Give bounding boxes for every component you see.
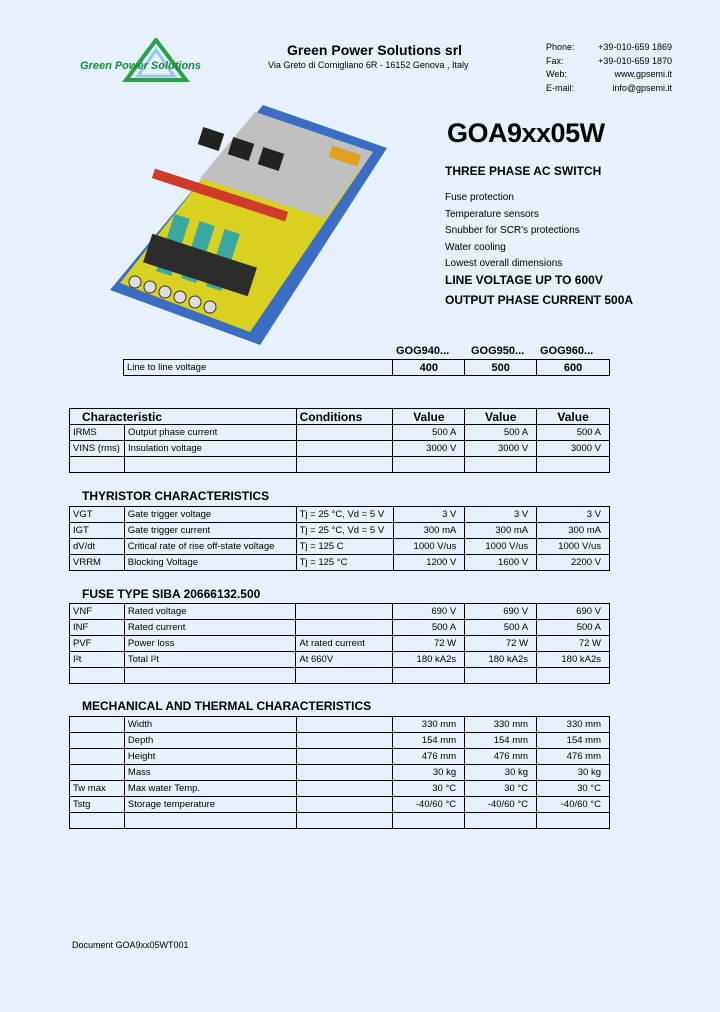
symbol-cell: IGT <box>70 523 125 539</box>
description-cell <box>124 668 296 684</box>
value-cell: 500 A <box>393 425 465 441</box>
value-cell: 3000 V <box>537 441 610 457</box>
value-cell: 500 A <box>393 620 465 636</box>
table-header-row <box>70 409 610 425</box>
condition-cell <box>296 604 393 620</box>
product-title: GOA9xx05W <box>447 118 605 148</box>
value-cell: 3000 V <box>393 441 465 457</box>
contact-phone: Phone: +39-010-659 1869 <box>546 42 672 52</box>
value-cell: 3 V <box>393 507 465 523</box>
description-cell: Output phase current <box>124 425 296 441</box>
value-cell: 690 V <box>465 604 537 620</box>
line-voltage-value: 400 <box>393 360 465 376</box>
value-cell: 476 mm <box>465 749 537 765</box>
mechanical-body <box>70 717 610 829</box>
value-cell: 500 A <box>537 620 610 636</box>
condition-cell <box>296 717 393 733</box>
value-cell: 180 kA2s <box>465 652 537 668</box>
feature-list <box>445 190 580 273</box>
table-row <box>70 604 610 620</box>
description-cell: Insulation voltage <box>124 441 296 457</box>
value-cell: 180 kA2s <box>393 652 465 668</box>
condition-cell <box>296 733 393 749</box>
value-cell: 690 V <box>537 604 610 620</box>
condition-cell: Tj = 125 C <box>296 539 393 555</box>
description-cell: Storage temperature <box>124 797 296 813</box>
description-cell: Total I²t <box>124 652 296 668</box>
thyristor-body <box>70 507 610 571</box>
value-cell: 30 °C <box>393 781 465 797</box>
condition-cell <box>296 781 393 797</box>
symbol-cell <box>70 765 125 781</box>
condition-cell: Tj = 125 °C <box>296 555 393 571</box>
description-cell: Rated voltage <box>124 604 296 620</box>
column-header: Characteristic <box>70 409 297 425</box>
value-cell: -40/60 °C <box>537 797 610 813</box>
thyristor-table <box>69 506 610 571</box>
value-cell: 500 A <box>537 425 610 441</box>
condition-cell <box>296 797 393 813</box>
table-row <box>70 523 610 539</box>
fuse-body <box>70 604 610 684</box>
description-cell: Blocking Voltage <box>124 555 296 571</box>
condition-cell <box>296 765 393 781</box>
value-cell: 1000 V/us <box>393 539 465 555</box>
description-cell <box>124 457 296 473</box>
description-cell: Width <box>124 717 296 733</box>
column-header: Value <box>465 409 537 425</box>
value-cell: 72 W <box>393 636 465 652</box>
description-cell <box>124 813 296 829</box>
table-row <box>70 539 610 555</box>
symbol-cell <box>70 457 125 473</box>
contact-web: Web: www.gpsemi.it <box>546 69 672 79</box>
symbol-cell: VNF <box>70 604 125 620</box>
mechanical-table <box>69 716 610 829</box>
value-cell: 72 W <box>537 636 610 652</box>
value-cell: 3000 V <box>465 441 537 457</box>
table-row <box>70 555 610 571</box>
model-header: GOG950... <box>471 345 525 357</box>
model-header: GOG960... <box>540 345 594 357</box>
value-cell <box>465 668 537 684</box>
value-cell: 300 mA <box>537 523 610 539</box>
value-cell: 30 kg <box>393 765 465 781</box>
value-cell: 1200 V <box>393 555 465 571</box>
column-header: Conditions <box>296 409 393 425</box>
value-cell: 3 V <box>465 507 537 523</box>
value-cell <box>537 668 610 684</box>
value-cell: 154 mm <box>465 733 537 749</box>
line-voltage-value: 500 <box>465 360 537 376</box>
condition-cell <box>296 620 393 636</box>
spec-line-voltage: LINE VOLTAGE UP TO 600V <box>445 273 603 287</box>
value-cell: 300 mA <box>465 523 537 539</box>
description-cell: Rated current <box>124 620 296 636</box>
symbol-cell: IRMS <box>70 425 125 441</box>
symbol-cell <box>70 668 125 684</box>
model-header: GOG940... <box>396 345 450 357</box>
symbol-cell: I²t <box>70 652 125 668</box>
table-row <box>70 797 610 813</box>
table-row <box>70 457 610 473</box>
description-cell: Power loss <box>124 636 296 652</box>
table-row <box>70 441 610 457</box>
description-cell: Gate trigger current <box>124 523 296 539</box>
table-row <box>70 425 610 441</box>
value-cell: 2200 V <box>537 555 610 571</box>
feature-item: Water cooling <box>445 241 506 253</box>
value-cell: 30 kg <box>465 765 537 781</box>
value-cell <box>393 668 465 684</box>
logo-text: Green Power Solutions <box>80 60 202 72</box>
value-cell: 500 A <box>465 425 537 441</box>
characteristics-body <box>70 425 610 473</box>
description-cell: Height <box>124 749 296 765</box>
condition-cell <box>296 813 393 829</box>
description-cell: Critical rate of rise off-state voltage <box>124 539 296 555</box>
table-row <box>70 765 610 781</box>
value-cell <box>465 457 537 473</box>
value-cell <box>537 813 610 829</box>
condition-cell: Tj = 25 °C, Vd = 5 V <box>296 507 393 523</box>
value-cell: 154 mm <box>393 733 465 749</box>
value-cell: 330 mm <box>465 717 537 733</box>
fuse-section-title: FUSE TYPE SIBA 20666132.500 <box>82 587 261 601</box>
description-cell: Depth <box>124 733 296 749</box>
value-cell <box>537 457 610 473</box>
symbol-cell: INF <box>70 620 125 636</box>
condition-cell: At 660V <box>296 652 393 668</box>
symbol-cell: Tw max <box>70 781 125 797</box>
table-row <box>70 717 610 733</box>
contact-fax: Fax: +39-010-659 1870 <box>546 55 672 66</box>
condition-cell: At rated current <box>296 636 393 652</box>
symbol-cell: VRRM <box>70 555 125 571</box>
line-voltage-table <box>123 359 610 376</box>
value-cell: 154 mm <box>537 733 610 749</box>
company-address: Via Greto di Cornigliano 6R - 16152 Genova , Italy <box>268 60 469 70</box>
product-subtitle: THREE PHASE AC SWITCH <box>445 164 602 178</box>
table-row <box>70 733 610 749</box>
feature-item: Lowest overall dimensions <box>445 258 563 269</box>
feature-item: Fuse protection <box>445 192 514 203</box>
value-cell: 476 mm <box>537 749 610 765</box>
description-cell: Max water Temp. <box>124 781 296 797</box>
value-cell: 1000 V/us <box>465 539 537 555</box>
value-cell: -40/60 °C <box>393 797 465 813</box>
condition-cell <box>296 668 393 684</box>
symbol-cell <box>70 749 125 765</box>
value-cell: 476 mm <box>393 749 465 765</box>
value-cell: 330 mm <box>393 717 465 733</box>
spec-output-current: OUTPUT PHASE CURRENT 500A <box>445 293 634 307</box>
value-cell <box>465 813 537 829</box>
thyristor-section-title: THYRISTOR CHARACTERISTICS <box>82 489 270 503</box>
fuse-table <box>69 603 610 684</box>
document-footer: Document GOA9xx05WT001 <box>72 940 189 950</box>
symbol-cell: Tstg <box>70 797 125 813</box>
symbol-cell <box>70 813 125 829</box>
mechanical-section-title: MECHANICAL AND THERMAL CHARACTERISTICS <box>82 699 372 713</box>
table-row <box>124 360 610 376</box>
characteristics-table <box>69 408 610 473</box>
value-cell: 330 mm <box>537 717 610 733</box>
product-image <box>105 100 390 345</box>
condition-cell <box>296 441 393 457</box>
condition-cell: Tj = 25 °C, Vd = 5 V <box>296 523 393 539</box>
value-cell: 30 °C <box>537 781 610 797</box>
table-row <box>70 781 610 797</box>
value-cell: -40/60 °C <box>465 797 537 813</box>
value-cell: 1600 V <box>465 555 537 571</box>
column-header: Value <box>393 409 465 425</box>
feature-item: Temperature sensors <box>445 208 539 220</box>
value-cell: 1000 V/us <box>537 539 610 555</box>
table-row <box>70 749 610 765</box>
table-row <box>70 507 610 523</box>
line-voltage-value: 600 <box>537 360 610 376</box>
table-row <box>70 620 610 636</box>
value-cell: 30 °C <box>465 781 537 797</box>
description-cell: Mass <box>124 765 296 781</box>
symbol-cell: PVF <box>70 636 125 652</box>
value-cell: 3 V <box>537 507 610 523</box>
value-cell <box>393 813 465 829</box>
line-voltage-label: Line to line voltage <box>124 360 393 376</box>
table-row <box>70 813 610 829</box>
contact-block <box>546 41 672 95</box>
value-cell: 180 kA2s <box>537 652 610 668</box>
symbol-cell: VGT <box>70 507 125 523</box>
contact-email: E-mail: info@gpsemi.it <box>546 82 672 93</box>
table-row <box>70 636 610 652</box>
value-cell: 30 kg <box>537 765 610 781</box>
value-cell <box>393 457 465 473</box>
value-cell: 72 W <box>465 636 537 652</box>
symbol-cell <box>70 717 125 733</box>
symbol-cell: VINS (rms) <box>70 441 125 457</box>
feature-item: Snubber for SCR's protections <box>445 225 580 236</box>
table-row <box>70 652 610 668</box>
description-cell: Gate trigger voltage <box>124 507 296 523</box>
column-header: Value <box>537 409 610 425</box>
symbol-cell <box>70 733 125 749</box>
value-cell: 300 mA <box>393 523 465 539</box>
symbol-cell: dV/dt <box>70 539 125 555</box>
table-row <box>70 668 610 684</box>
company-name: Green Power Solutions srl <box>287 42 463 58</box>
condition-cell <box>296 749 393 765</box>
condition-cell <box>296 425 393 441</box>
condition-cell <box>296 457 393 473</box>
value-cell: 500 A <box>465 620 537 636</box>
value-cell: 690 V <box>393 604 465 620</box>
